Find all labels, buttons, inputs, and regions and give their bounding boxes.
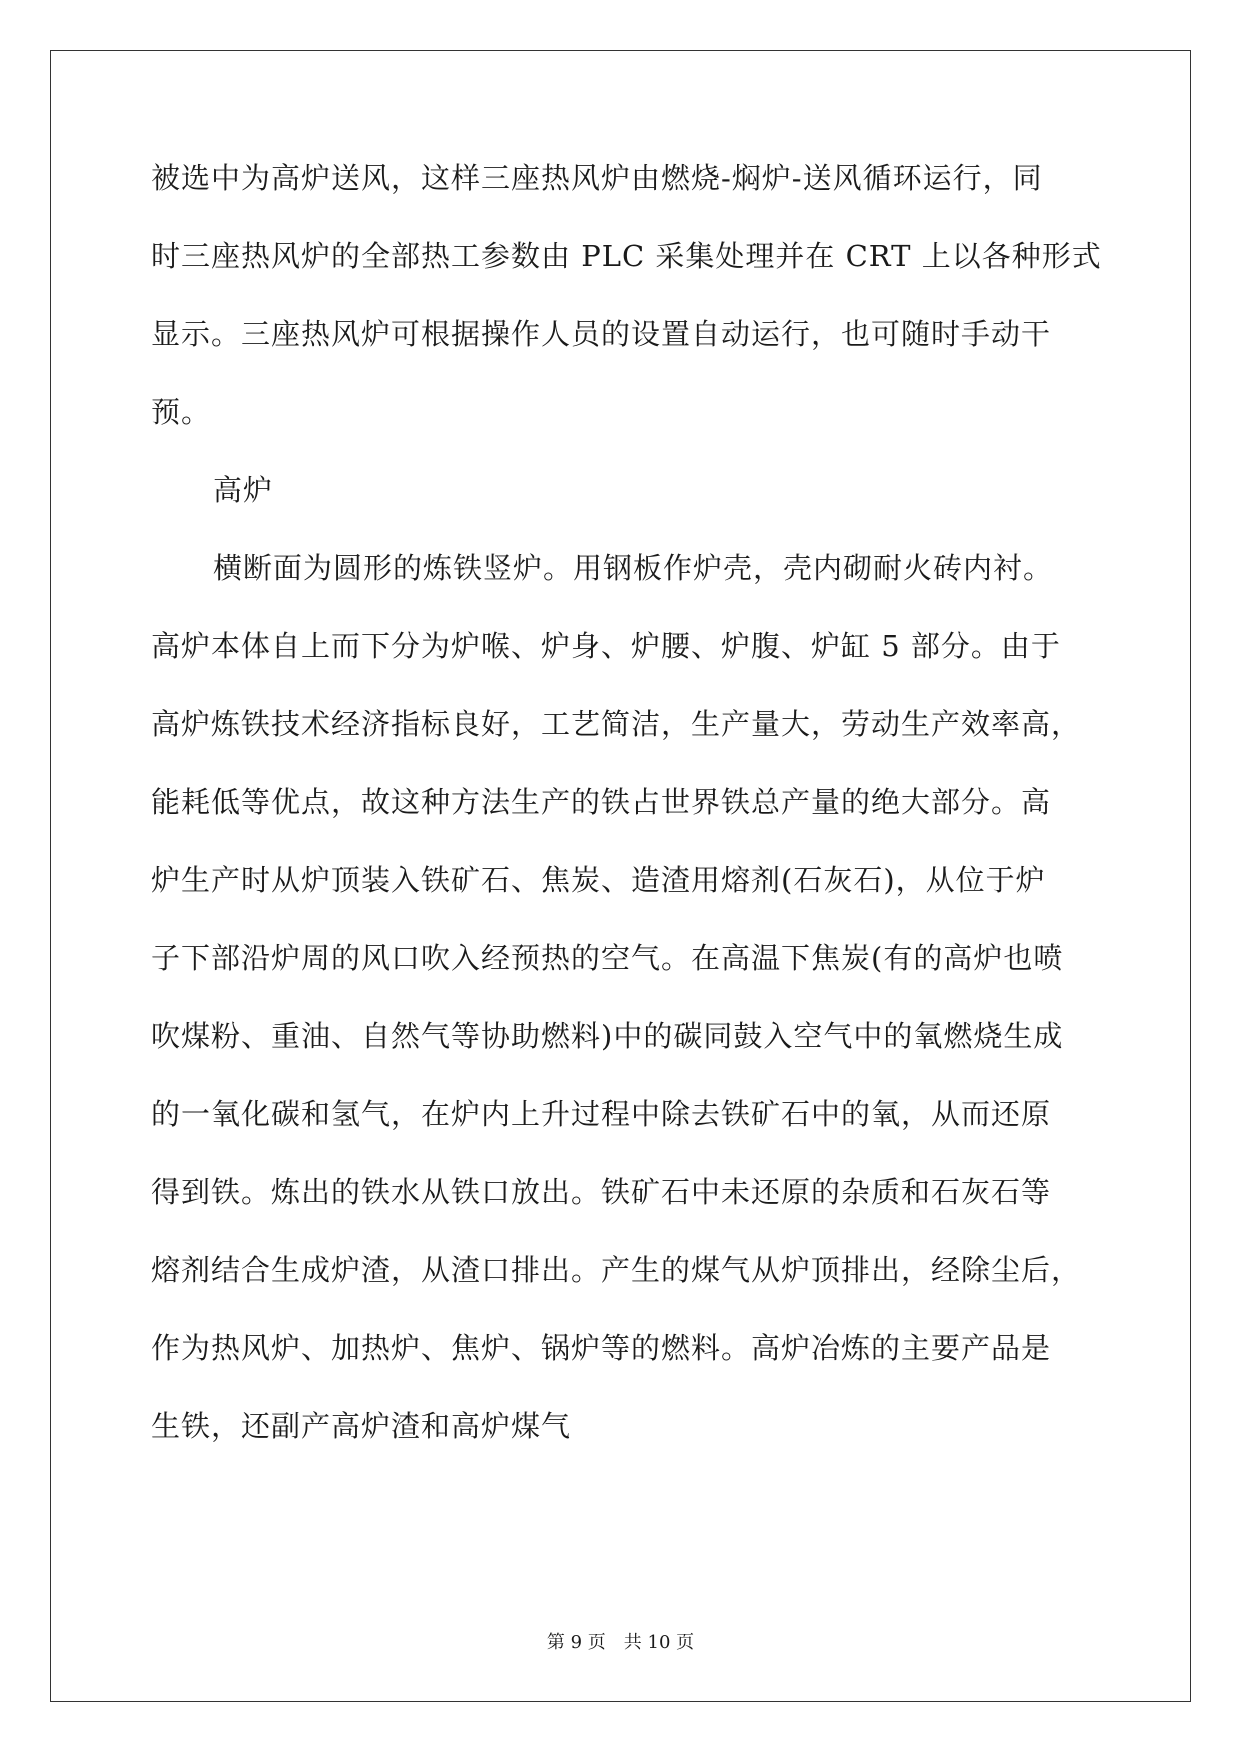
text-line: 高炉本体自上而下分为炉喉、炉身、炉腰、炉腹、炉缸 5 部分。由于 xyxy=(151,629,1061,663)
text-line: 显示。三座热风炉可根据操作人员的设置自动运行，也可随时手动干 xyxy=(151,317,1052,351)
text-line: 子下部沿炉周的风口吹入经预热的空气。在高温下焦炭(有的高炉也喷 xyxy=(151,941,1064,975)
text-line: 吹煤粉、重油、自然气等协助燃料)中的碳同鼓入空气中的氧燃烧生成 xyxy=(151,1019,1064,1053)
text-line: 高炉炼铁技术经济指标良好，工艺简洁，生产量大，劳动生产效率高， xyxy=(151,707,1082,741)
text-line: 时三座热风炉的全部热工参数由 PLC 采集处理并在 CRT 上以各种形式 xyxy=(151,239,1102,273)
text-line: 作为热风炉、加热炉、焦炉、锅炉等的燃料。高炉冶炼的主要产品是 xyxy=(151,1331,1052,1365)
text-line: 炉生产时从炉顶装入铁矿石、焦炭、造渣用熔剂(石灰石)，从位于炉 xyxy=(151,863,1046,897)
text-line: 预。 xyxy=(151,395,212,429)
document-body xyxy=(151,158,1102,1484)
text-line: 的一氧化碳和氢气，在炉内上升过程中除去铁矿石中的氧，从而还原 xyxy=(151,1097,1052,1131)
section-heading: 高炉 xyxy=(213,473,274,507)
text-line: 熔剂结合生成炉渣，从渣口排出。产生的煤气从炉顶排出，经除尘后， xyxy=(151,1253,1082,1287)
text-line: 得到铁。炼出的铁水从铁口放出。铁矿石中未还原的杂质和石灰石等 xyxy=(151,1175,1052,1209)
page-number-footer: 第 9 页 共 10 页 xyxy=(546,1632,695,1653)
text-line: 被选中为高炉送风，这样三座热风炉由燃烧-焖炉-送风循环运行，同 xyxy=(151,161,1043,195)
text-line: 横断面为圆形的炼铁竖炉。用钢板作炉壳，壳内砌耐火砖内衬。 xyxy=(213,551,1054,585)
text-line: 生铁，还副产高炉渣和高炉煤气 xyxy=(151,1409,572,1443)
text-line: 能耗低等优点，故这种方法生产的铁占世界铁总产量的绝大部分。高 xyxy=(151,785,1052,819)
